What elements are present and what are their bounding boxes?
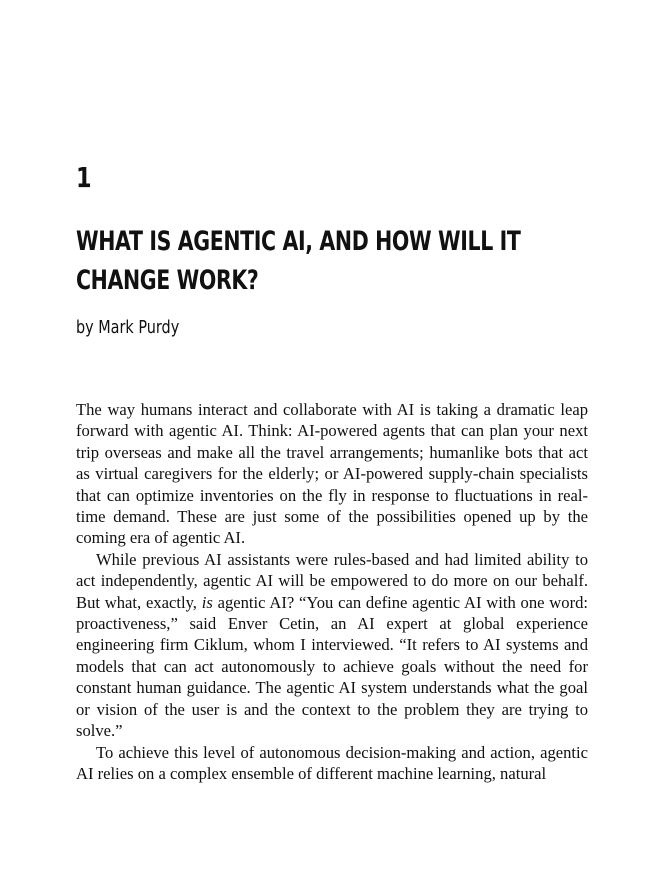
author-byline: by Mark Purdy bbox=[76, 317, 180, 338]
paragraph-2-emphasis: is bbox=[201, 592, 213, 612]
paragraph-2 bbox=[76, 549, 588, 742]
paragraph-2-text-end: agentic AI? “You can define agentic AI with one word: proactiveness,” said Enver Cetin, an AI expert at global experience engineering firm Ciklum, whom I interviewed. “It refers to AI systems and models that can act autonomously to achieve goals without the need for constant human guidance. The agentic AI system understands what the goal or vision of the user is and the context to the problem they are trying to solve.” bbox=[76, 592, 589, 741]
chapter-body bbox=[76, 399, 588, 784]
chapter-number: 1 bbox=[76, 161, 91, 194]
paragraph-3: To achieve this level of autonomous decision-making and action, agentic AI relies on a complex ensemble of different machine learning, natural bbox=[76, 742, 588, 783]
paragraph-1: The way humans interact and collaborate with AI is taking a dramatic leap forward with agentic AI. Think: AI-powered agents that can plan your next trip overseas and make all the travel arrangements; humanlike bots that act as virtual caregivers for the elderly; or AI-powered supply-chain specialists that can optimize inventories on the fly in response to fluctuations in real-time demand. These are just some of the possibilities opened up by the coming era of agentic AI. bbox=[76, 400, 588, 548]
chapter-title: WHAT IS AGENTIC AI, AND HOW WILL IT CHANGE WORK? bbox=[76, 226, 521, 296]
paragraph-2-text-start: While previous AI assistants were rules-based and had limited ability to act independently, agentic AI will be empowered to do more on our behalf. But what, exactly, bbox=[76, 549, 588, 612]
